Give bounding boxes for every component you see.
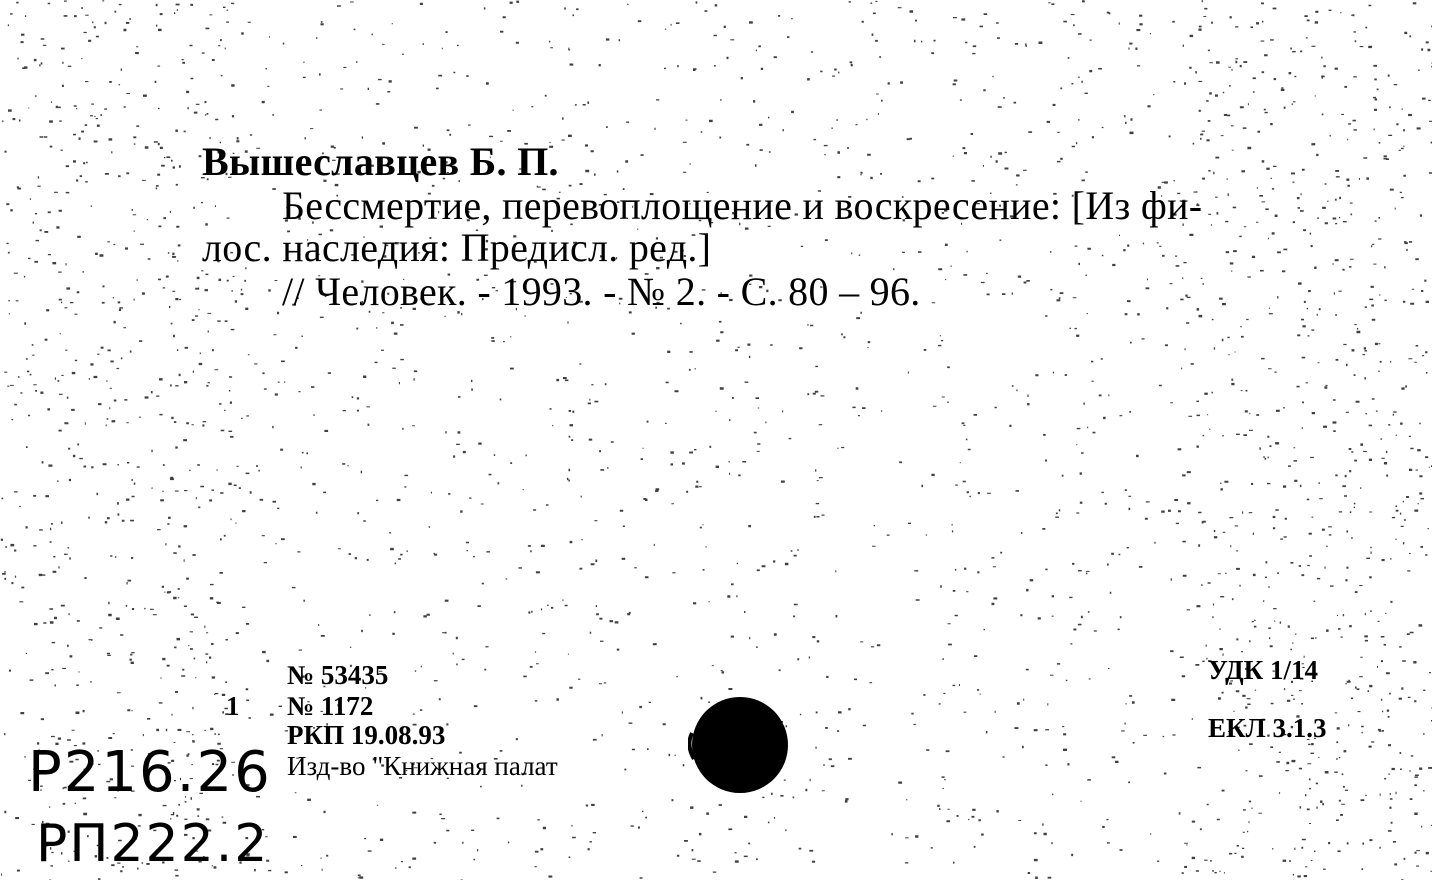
rkp-date: РКП 19.08.93 <box>287 720 446 750</box>
copies-count: 1 <box>226 691 240 721</box>
title-line-1: Бессмертие, перевоплощение и воскресение: [Из фи- <box>282 183 1203 228</box>
shelfmark-handwritten-2: PП222.2 <box>36 814 270 874</box>
author-name: Вышеславцев Б. П. <box>202 139 559 184</box>
record-number: № 53435 <box>287 660 389 690</box>
card-number: № 1172 <box>287 691 374 721</box>
ekl-code: ЕКЛ 3.1.3 <box>1208 713 1327 743</box>
publisher-line: Изд-во "Книжная палат <box>287 751 558 781</box>
punch-hole <box>688 693 792 797</box>
udk-code: УДК 1/14 <box>1208 655 1318 685</box>
source-line: // Человек. - 1993. - № 2. - С. 80 – 96. <box>282 269 921 314</box>
title-line-2: лос. наследия: Предисл. ред.] <box>202 225 712 270</box>
shelfmark-handwritten-1: P216.26 <box>28 740 272 805</box>
